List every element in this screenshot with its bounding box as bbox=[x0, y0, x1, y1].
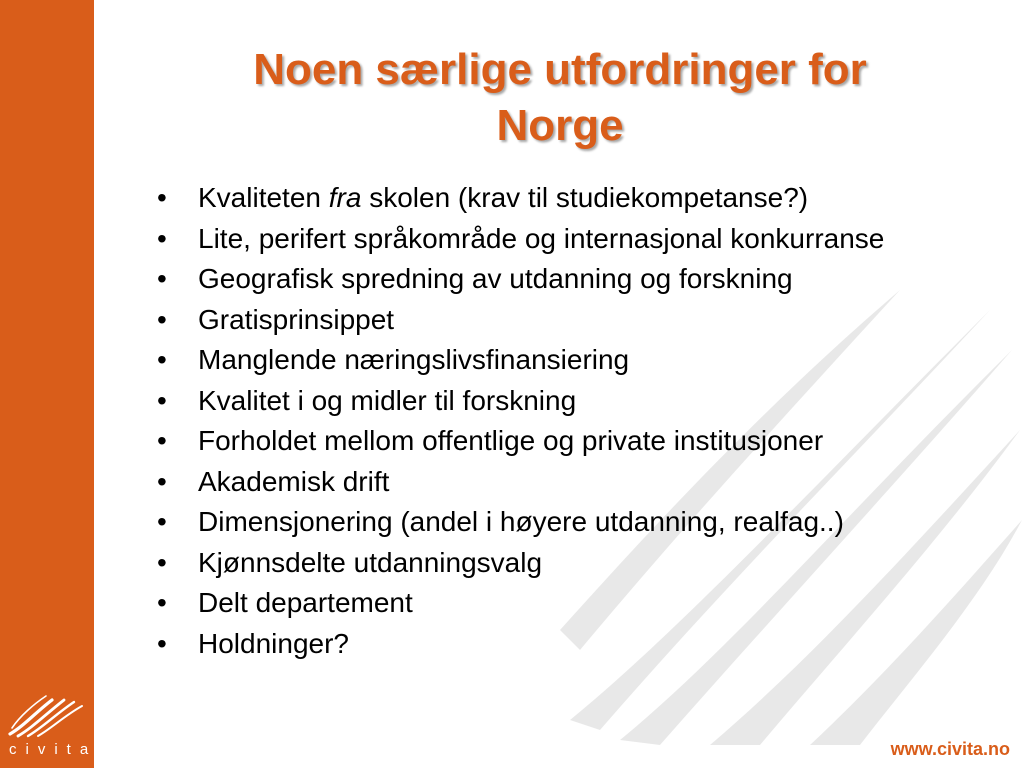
bullet-list bbox=[157, 182, 997, 668]
slide-title-line-2: Norge bbox=[496, 101, 624, 150]
bullet-text: Geografisk spredning av utdanning og forskning bbox=[198, 263, 793, 294]
bullet-item bbox=[157, 587, 997, 618]
bullet-glyph: • bbox=[157, 182, 167, 213]
bullet-item bbox=[157, 263, 997, 294]
bullet-glyph: • bbox=[157, 303, 167, 335]
bullet-text: Lite, perifert språkområde og internasjonal konkurranse bbox=[198, 222, 885, 254]
bullet-item bbox=[157, 223, 997, 254]
bullet-text-emphasis: fra bbox=[328, 182, 362, 213]
bullet-text: Manglende næringslivsfinansiering bbox=[198, 344, 630, 375]
bullet-item bbox=[157, 547, 997, 578]
bullet-item bbox=[157, 304, 997, 335]
civita-swoosh-icon bbox=[6, 692, 88, 738]
bullet-text: Dimensjonering (andel i høyere utdanning, realfag..) bbox=[198, 506, 844, 537]
bullet-glyph: • bbox=[157, 425, 167, 456]
bullet-item bbox=[157, 344, 997, 375]
bullet-glyph: • bbox=[157, 263, 167, 294]
bullet-item bbox=[157, 506, 997, 537]
bullet-glyph: • bbox=[157, 627, 167, 659]
bullet-glyph: • bbox=[157, 384, 167, 416]
bullet-item bbox=[157, 425, 997, 456]
bullet-text: Kvalitet i og midler til forskning bbox=[198, 384, 577, 416]
bullet-item bbox=[157, 466, 997, 497]
bullet-glyph: • bbox=[157, 465, 167, 497]
bullet-glyph: • bbox=[157, 506, 167, 537]
bullet-item bbox=[157, 628, 997, 659]
bullet-item bbox=[157, 182, 997, 213]
bullet-item bbox=[157, 385, 997, 416]
bullet-glyph: • bbox=[157, 587, 167, 618]
bullet-text: Kjønnsdelte utdanningsvalg bbox=[198, 546, 543, 578]
bullet-glyph: • bbox=[157, 344, 167, 375]
bullet-text: Delt departement bbox=[198, 587, 413, 618]
bullet-glyph: • bbox=[157, 222, 167, 254]
bullet-text-before: Kvaliteten bbox=[198, 182, 329, 213]
bullet-text: Holdninger? bbox=[198, 627, 349, 659]
bullet-text: Gratisprinsippet bbox=[198, 303, 395, 335]
bullet-glyph: • bbox=[157, 546, 167, 578]
bullet-text: Forholdet mellom offentlige og private institusjoner bbox=[198, 425, 824, 456]
brand-sidebar bbox=[0, 0, 98, 768]
bullet-text: Akademisk drift bbox=[198, 465, 390, 497]
civita-logo-text: civita bbox=[9, 741, 98, 758]
slide-title bbox=[180, 42, 940, 154]
slide-title-line-1: Noen særlige utfordringer for bbox=[253, 45, 867, 94]
footer-website-link[interactable]: www.civita.no bbox=[890, 739, 1010, 759]
bullet-text-after: skolen (krav til studiekompetanse?) bbox=[361, 182, 809, 213]
